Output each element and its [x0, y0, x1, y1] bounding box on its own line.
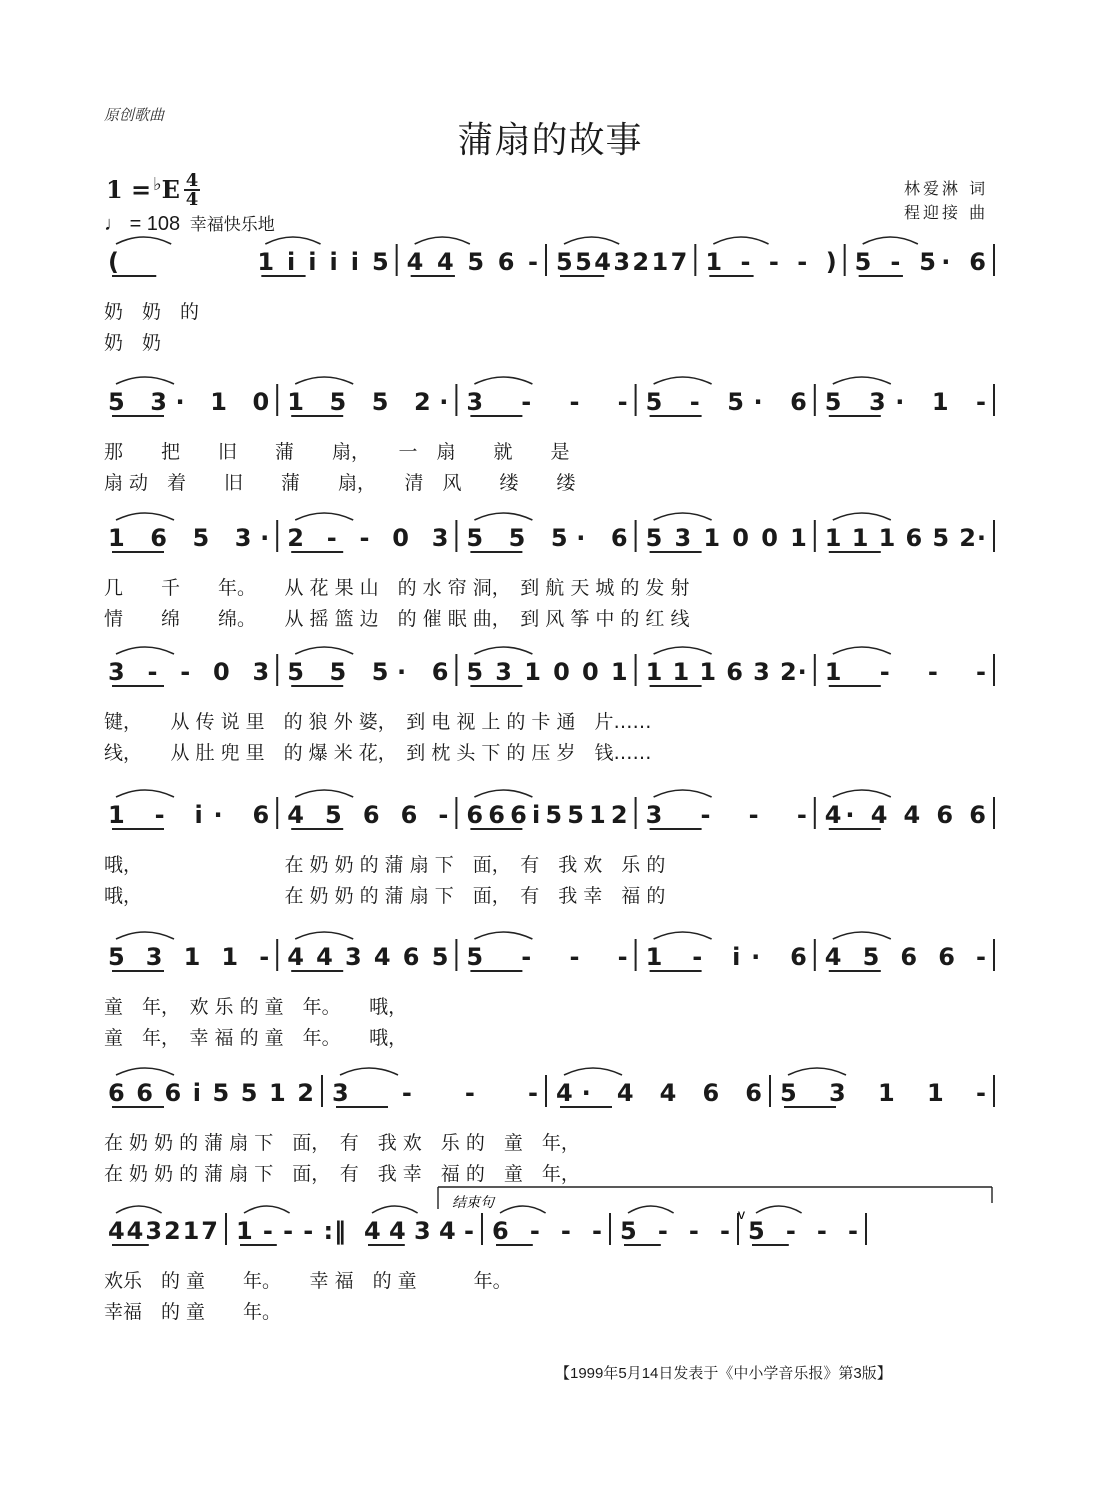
time-signature-top: 4: [185, 170, 199, 191]
quarter-note-icon: ♩: [104, 213, 124, 235]
measure-notes: 3 - - 0 3: [108, 658, 270, 686]
measure-notes: 4 4 3 4 -: [364, 1217, 474, 1245]
slur-mark: [654, 790, 712, 797]
ending-label: 结束句: [452, 1195, 494, 1211]
measure-notes: 3 - - -: [332, 1079, 538, 1107]
lyric-line: 在 奶 奶 的 蒲 扇 下 面， 有 我 幸 福 的 童 年，: [104, 1163, 580, 1185]
composer-credit: 程迎接 曲: [904, 203, 989, 222]
measure-notes: 1 1 1 6 3 2·: [645, 658, 807, 686]
slur-mark: [654, 647, 712, 654]
slur-mark: [788, 1068, 846, 1075]
slur-mark: [564, 237, 619, 244]
measure-notes: 1 - i· 6: [645, 943, 807, 971]
measure-notes: 5 3 1 1 -: [108, 943, 270, 971]
slur-mark: [628, 1206, 674, 1213]
lyric-line: 童 年， 幸 福 的 童 年。 哦，: [104, 1027, 408, 1049]
measure-notes: 5 3· 1 -: [824, 388, 986, 416]
measure-notes: 2 - - 0 3: [287, 524, 449, 552]
measure-notes: 1 - - - ): [705, 248, 837, 276]
slur-mark: [474, 647, 532, 654]
publication-note: 【1999年5月14日发表于《中小学音乐报》第3版】: [555, 1365, 892, 1382]
lyric-line: 欢乐 的 童 年。 幸 福 的 童 年。: [104, 1270, 512, 1292]
slur-mark: [295, 790, 353, 797]
measure-notes: (: [108, 248, 119, 276]
lyric-line: 在 奶 奶 的 蒲 扇 下 面， 有 我 欢 乐 的 童 年，: [104, 1132, 580, 1154]
measure-notes: 5 3 1 1 -: [780, 1079, 986, 1107]
flat-sign: ♭: [153, 174, 162, 195]
measure-notes: 4 5 6 6 -: [287, 801, 449, 829]
slur-mark: [295, 647, 353, 654]
measure-notes: 5 3· 1 0: [108, 388, 270, 416]
key-prefix: 1 =: [106, 175, 152, 204]
measure-notes: 6 6 6 i 5 5 1 2: [108, 1079, 314, 1107]
measure-notes: 6 6 6 i 5 5 1 2: [466, 801, 628, 829]
measure-notes: 4 4 3 2 1 7: [108, 1217, 218, 1245]
lyricist-credit: 林爱淋 词: [904, 179, 989, 198]
slur-mark: [116, 647, 174, 654]
tempo-value: = 108: [129, 213, 181, 235]
lyric-line: 线， 从 肚 兜 里 的 爆 米 花， 到 枕 头 下 的 压 岁 钱……: [104, 742, 652, 764]
song-title: 蒲扇的故事: [457, 120, 643, 161]
lyric-line: 奶 奶 的: [104, 301, 200, 323]
measure-notes: 1 6 5 3·: [108, 524, 270, 552]
slur-mark: [415, 237, 470, 244]
slur-mark: [340, 1068, 398, 1075]
lyric-line: 扇 动 着 旧 蒲 扇， 清 风 缕 缕: [104, 472, 576, 494]
slur-mark: [295, 377, 353, 384]
breath-mark: v: [738, 1206, 745, 1222]
slur-mark: [474, 932, 532, 939]
slur-mark: [244, 1206, 290, 1213]
lyric-line: 幸福 的 童 年。: [104, 1301, 282, 1323]
measure-notes: 4 4 5 6 -: [406, 248, 538, 276]
measure-notes: 6 - - -: [492, 1217, 602, 1245]
slur-mark: [116, 932, 174, 939]
lyric-line: 键， 从 传 说 里 的 狼 外 婆， 到 电 视 上 的 卡 通 片……: [104, 711, 652, 733]
slur-mark: [713, 237, 768, 244]
measure-notes: 5 - - -: [748, 1217, 858, 1245]
lyric-line: 奶 奶: [104, 332, 162, 354]
lyric-line: 几 千 年。 从 花 果 山 的 水 帘 洞， 到 航 天 城 的 发 射: [104, 577, 690, 599]
measure-notes: 5 - 5· 6: [645, 388, 807, 416]
slur-mark: [116, 790, 174, 797]
measure-notes: 5 3 1 0 0 1: [645, 524, 807, 552]
slur-mark: [116, 237, 171, 244]
measure-notes: 1 1 1 6 5 2·: [824, 524, 986, 552]
measure-notes: 1 - i· 6: [108, 801, 270, 829]
key-note: E: [161, 175, 180, 204]
slur-mark: [564, 1068, 622, 1075]
measure-notes: 4 4 3 4 6 5: [287, 943, 449, 971]
lyric-line: 情 绵 绵。 从 摇 篮 边 的 催 眠 曲， 到 风 筝 中 的 红 线: [104, 608, 690, 630]
measure-notes: 5 5 4 3 2 1 7: [556, 248, 688, 276]
slur-mark: [295, 513, 353, 520]
measure-notes: 5 5 5· 6: [466, 524, 628, 552]
slur-mark: [116, 1068, 174, 1075]
slur-mark: [295, 932, 353, 939]
slur-mark: [265, 237, 320, 244]
measure-notes: 4 5 6 6 -: [824, 943, 986, 971]
slur-mark: [500, 1206, 546, 1213]
measure-notes: 1 - - -: [824, 658, 986, 686]
slur-mark: [756, 1206, 802, 1213]
measure-notes: 1 i i i i 5: [257, 248, 389, 276]
slur-mark: [474, 513, 532, 520]
slur-mark: [116, 513, 174, 520]
measure-notes: 1 - - - :‖: [236, 1217, 346, 1245]
lyric-line: 那 把 旧 蒲 扇， 一 扇 就 是: [104, 441, 570, 463]
slur-mark: [474, 377, 532, 384]
slur-mark: [116, 377, 174, 384]
measure-notes: 5 - - -: [466, 943, 628, 971]
lyric-line: 哦， 在 奶 奶 的 蒲 扇 下 面， 有 我 欢 乐 的: [104, 854, 666, 876]
slur-mark: [654, 513, 712, 520]
measure-notes: 4· 4 4 6 6: [824, 801, 986, 829]
song-category-label: 原创歌曲: [104, 106, 165, 124]
slur-mark: [863, 237, 918, 244]
slur-mark: [833, 377, 891, 384]
measure-notes: 4· 4 4 6 6: [556, 1079, 762, 1107]
measure-notes: 1 5 5 2·: [287, 388, 449, 416]
slur-mark: [654, 932, 712, 939]
slur-mark: [833, 790, 891, 797]
measure-notes: 3 - - -: [466, 388, 628, 416]
measure-notes: 5 - 5· 6: [854, 248, 986, 276]
slur-mark: [474, 790, 532, 797]
time-signature-bottom: 4: [185, 189, 199, 210]
expression-marking: 幸福快乐地: [189, 215, 275, 234]
lyric-line: 童 年， 欢 乐 的 童 年。 哦，: [104, 996, 408, 1018]
slur-mark: [833, 513, 891, 520]
measure-notes: 3 - - -: [645, 801, 807, 829]
measure-notes: 5 3 1 0 0 1: [466, 658, 628, 686]
slur-mark: [654, 377, 712, 384]
slur-mark: [372, 1206, 418, 1213]
slur-mark: [833, 647, 891, 654]
slur-mark: [833, 932, 891, 939]
measure-notes: 5 5 5· 6: [287, 658, 449, 686]
lyric-line: 哦， 在 奶 奶 的 蒲 扇 下 面， 有 我 幸 福 的: [104, 885, 666, 907]
slur-mark: [116, 1206, 162, 1213]
measure-notes: 5 - - -: [620, 1217, 730, 1245]
